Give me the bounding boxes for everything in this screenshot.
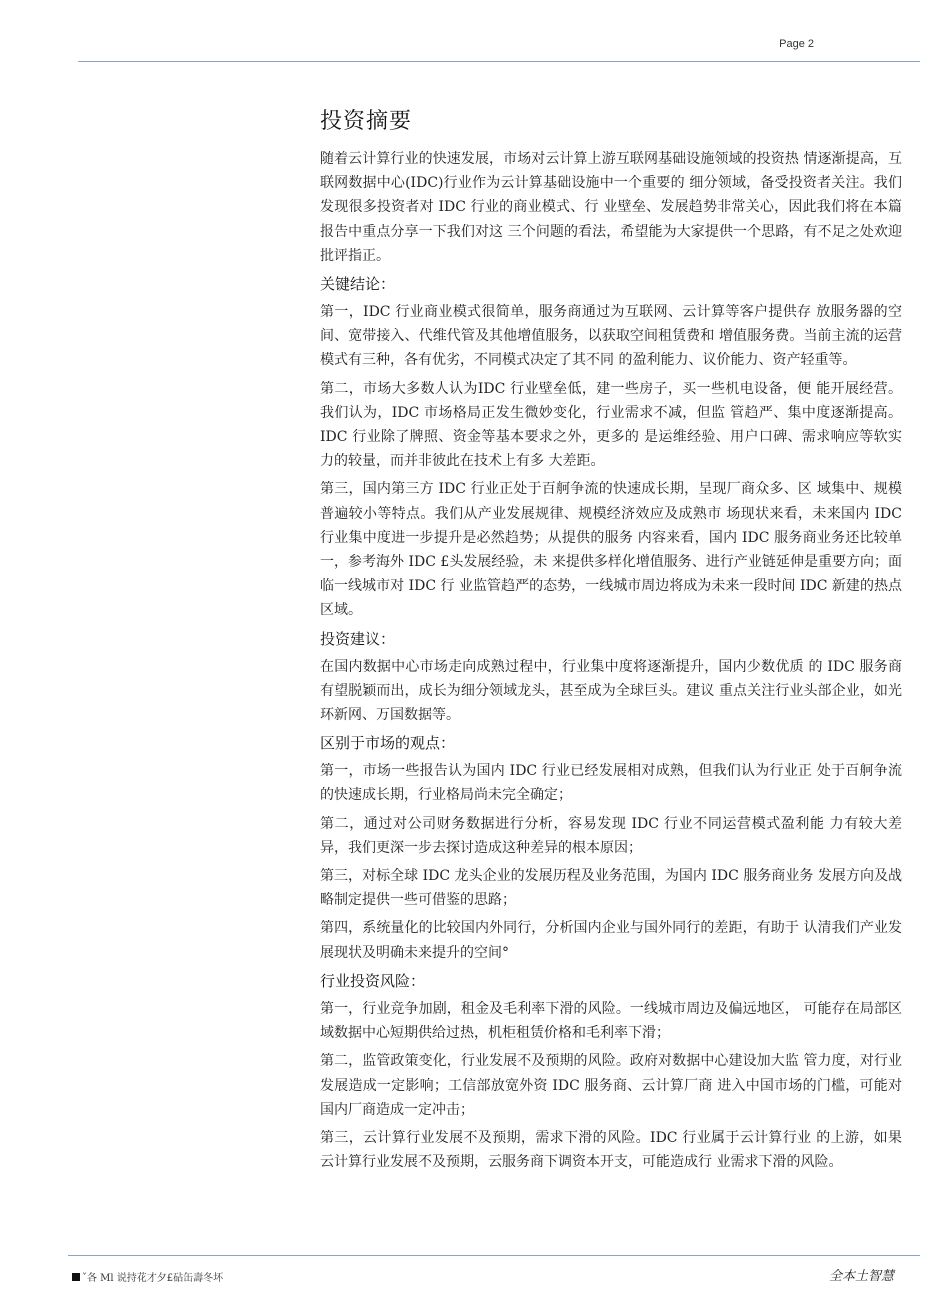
differentiated-view-paragraph: 第一，市场一些报告认为国内 IDC 行业已经发展相对成熟，但我们认为行业正 处于百舸争流的快速成长期，行业格局尚未完全确定； [320,763,902,804]
section-heading-industry-risks: 行业投资风险： [320,971,426,990]
intro-paragraph: 随着云计算行业的快速发展，市场对云计算上游互联网基础设施领域的投资热 情逐渐提高，互联网数据中心(IDC)行业作为云计算基础设施中一个重要的 细分领域，备受投资者关注。我们发现很多投资者对 IDC 行业的商业模式、行 业壁垒、发展趋势非常关心，因此我们将在本篇报告中重点分享一下我们对这 三个问题的看法，希望能为大家提供一个思路，有不足之处欢迎批评指正。 [320,151,902,264]
key-conclusion-paragraph: 第二，市场大多数人认为IDC 行业壁垒低，建一些房子，买一些机电设备，便 能开展经营。我们认为，IDC 市场格局正发生微妙变化，行业需求不减，但监 管趋严、集中度逐渐提高。IDC 行业除了牌照、资金等基本要求之外，更多的 是运维经验、用户口碑、需求响应等软实力的较量，而并非彼此在技术上有多 大差距。 [320,380,902,470]
square-bullet-icon [72,1273,80,1281]
industry-risk-paragraph: 第三，云计算行业发展不及预期，需求下滑的风险。IDC 行业属于云计算行业 的上游，如果云计算行业发展不及预期，云服务商下调资本开支，可能造成行 业需求下滑的风险。 [320,1129,902,1171]
footer-divider [68,1255,920,1256]
footer-left-text: ˇ各 Ml 说持花才夕£砧缶壽冬坏 [82,1273,224,1284]
header-divider [78,61,920,62]
key-conclusion-paragraph: 第三，国内第三方 IDC 行业正处于百舸争流的快速成长期，呈现厂商众多、区 域集中、规模普遍较小等特点。我们从产业发展规律、规模经济效应及成熟市 场现状来看，未来国内 IDC 行业集中度进一步提升是必然趋势；从提供的服务 内容来看，国内 IDC 服务商业务还比较单一，参考海外 IDC £头发展经验，未 来提供多样化增值服务、进行产业链延伸是重要方向；面临一线城市对 IDC 行 业监管趋严的态势，一线城市周边将成为未来一段时间 IDC 新建的热点区域。 [320,481,902,619]
investment-advice-paragraph: 在国内数据中心市场走向成熟过程中，行业集中度将逐渐提升，国内少数优质 的 IDC 服务商有望脱颖而出，成长为细分领域龙头，甚至成为全球巨头。建议 重点关注行业头部企业，如光环新网、万国数据等。 [320,658,902,724]
section-heading-key-conclusions: 关键结论： [320,275,396,294]
industry-risk-paragraph: 第二，监管政策变化，行业发展不及预期的风险。政府对数据中心建设加大监 管力度，对行业发展造成一定影响；工信部放宽外资 IDC 服务商、云计算厂商 进入中国市场的门槛，可能对国内厂商造成一定冲击； [320,1053,902,1118]
differentiated-view-paragraph: 第二，通过对公司财务数据进行分析，容易发现 IDC 行业不同运营模式盈利能 力有较大差异，我们更深一步去探讨造成这种差异的根本原因； [320,815,902,856]
differentiated-view-paragraph: 第四，系统量化的比较国内外同行，分析国内企业与国外同行的差距，有助于 认清我们产业发展现状及明确未来提升的空间° [320,920,902,961]
section-heading-investment-advice: 投资建议： [320,629,396,648]
key-conclusion-paragraph: 第一，IDC 行业商业模式很简单，服务商通过为互联网、云计算等客户提供存 放服务器的空间、宽带接入、代维代管及其他增值服务，以获取空间租赁费和 增值服务费。当前主流的运营模式有三种，各有优劣，不同模式决定了其不同 的盈利能力、议价能力、资产轻重等。 [320,304,902,369]
differentiated-view-paragraph: 第三，对标全球 IDC 龙头企业的发展历程及业务范围，为国内 IDC 服务商业务 发展方向及战略制定提供一些可借鉴的思路； [320,868,902,909]
report-body [320,104,902,1178]
section-heading-differentiated-views: 区别于市场的观点： [320,734,456,753]
page-title: 投资摘要 [320,109,413,134]
footer-brand-text: 全本土智慧 [828,1269,894,1284]
industry-risk-paragraph: 第一，行业竞争加剧，租金及毛利率下滑的风险。一线城市周边及偏远地区， 可能存在局部区域数据中心短期供给过热，机柜租赁价格和毛利率下滑； [320,1000,902,1042]
footer-left [72,1269,223,1284]
page-number: Page 2 [779,38,814,50]
